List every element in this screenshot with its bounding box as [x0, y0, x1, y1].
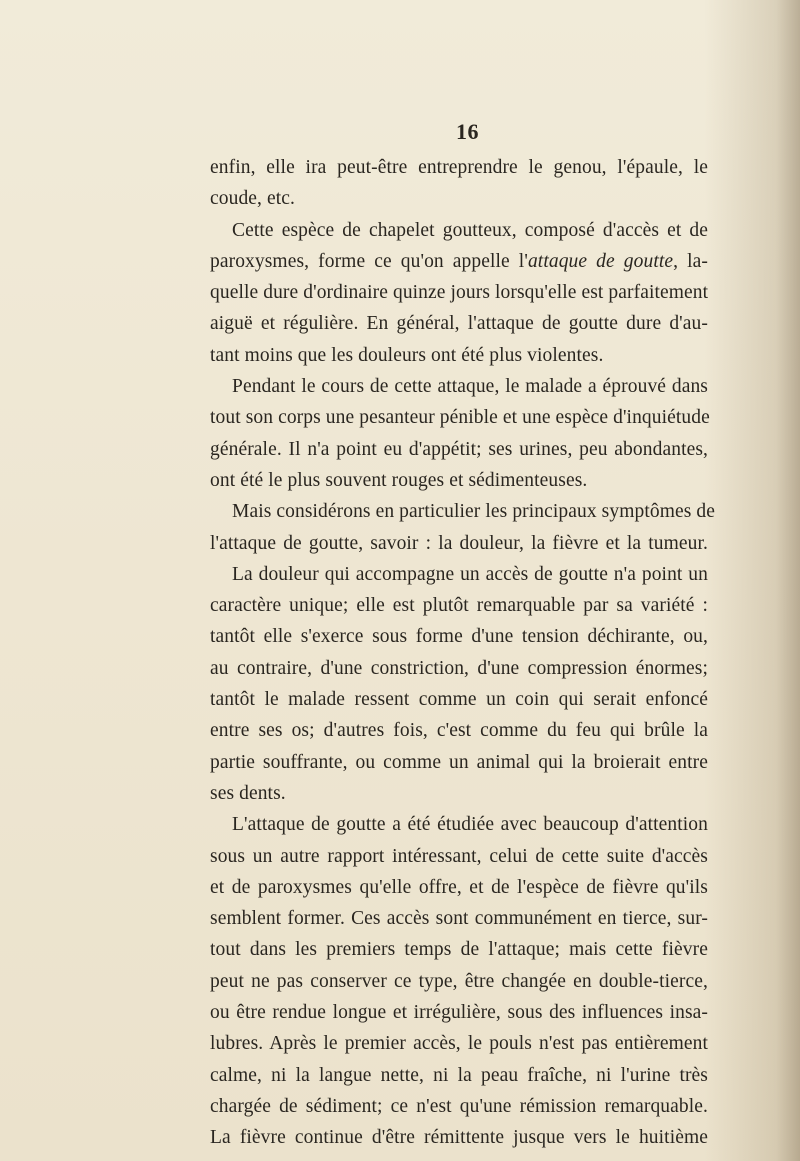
text-line: tant moins que les douleurs ont été plus violentes. [210, 344, 604, 366]
text-line: ont été le plus souvent rouges et sédimenteuses. [210, 469, 588, 491]
text-line: Cette espèce de chapelet goutteux, composé d'accès et de [232, 219, 708, 241]
text-line: et de paroxysmes qu'elle offre, et de l'espèce de fièvre qu'ils [210, 876, 708, 898]
text-line: tout son corps une pesanteur pénible et une espèce d'inquiétude [210, 407, 710, 429]
text-line: paroxysmes, forme ce qu'on appelle l'attaque de goutte, la- [210, 250, 709, 272]
text-line: sous un autre rapport intéressant, celui de cette suite d'accès [210, 845, 708, 867]
text-line: Pendant le cours de cette attaque, le malade a éprouvé dans [232, 376, 708, 398]
text-line: enfin, elle ira peut-être entreprendre le genou, l'épaule, le [210, 157, 708, 178]
text-line: ou être rendue longue et irrégulière, sous des influences insa- [210, 1002, 708, 1024]
italic-term: attaque de goutte [527, 250, 674, 272]
text-line: calme, ni la langue nette, ni la peau fraîche, ni l'urine très [210, 1064, 708, 1086]
text-line: tantôt le malade ressent comme un coin qui serait enfoncé [210, 689, 708, 711]
text-line: chargée de sédiment; ce n'est qu'une rémission remarquable. [210, 1095, 708, 1117]
text-line: l'attaque de goutte, savoir : la douleur, la fièvre et la tumeur. [210, 532, 708, 554]
text-line: quelle dure d'ordinaire quinze jours lorsqu'elle est parfaitement [210, 282, 709, 304]
text-line: Mais considérons en particulier les principaux symptômes de [232, 501, 715, 523]
text-line: L'attaque de goutte a été étudiée avec beaucoup d'attention [232, 814, 708, 836]
text-line: caractère unique; elle est plutôt remarquable par sa variété : [210, 595, 708, 617]
text-line: peut ne pas conserver ce type, être changée en double-tierce, [210, 970, 708, 992]
text-line: tantôt elle s'exerce sous forme d'une tension déchirante, ou, [210, 626, 708, 648]
text-line: coude, etc. [210, 188, 296, 210]
text-line: au contraire, d'une constriction, d'une compression énormes; [210, 657, 708, 679]
text-line: La fièvre continue d'être rémittente jusque vers le huitième [210, 1127, 708, 1149]
text-line: aiguë et régulière. En général, l'attaque de goutte dure d'au- [210, 313, 708, 335]
text-line: semblent former. Ces accès sont communément en tierce, sur- [210, 908, 708, 930]
page-number: 16 [456, 119, 479, 144]
text-line: ses dents. [210, 782, 286, 804]
text-line: entre ses os; d'autres fois, c'est comme du feu qui brûle la [210, 720, 708, 742]
body-text [210, 152, 715, 1154]
text-line: La douleur qui accompagne un accès de goutte n'a point un [232, 563, 708, 585]
text-line: générale. Il n'a point eu d'appétit; ses urines, peu abondantes, [210, 438, 708, 460]
text-line: lubres. Après le premier accès, le pouls n'est pas entièrement [210, 1033, 708, 1055]
text-line: tout dans les premiers temps de l'attaque; mais cette fièvre [210, 939, 708, 961]
text-line: partie souffrante, ou comme un animal qui la broierait entre [210, 751, 708, 773]
